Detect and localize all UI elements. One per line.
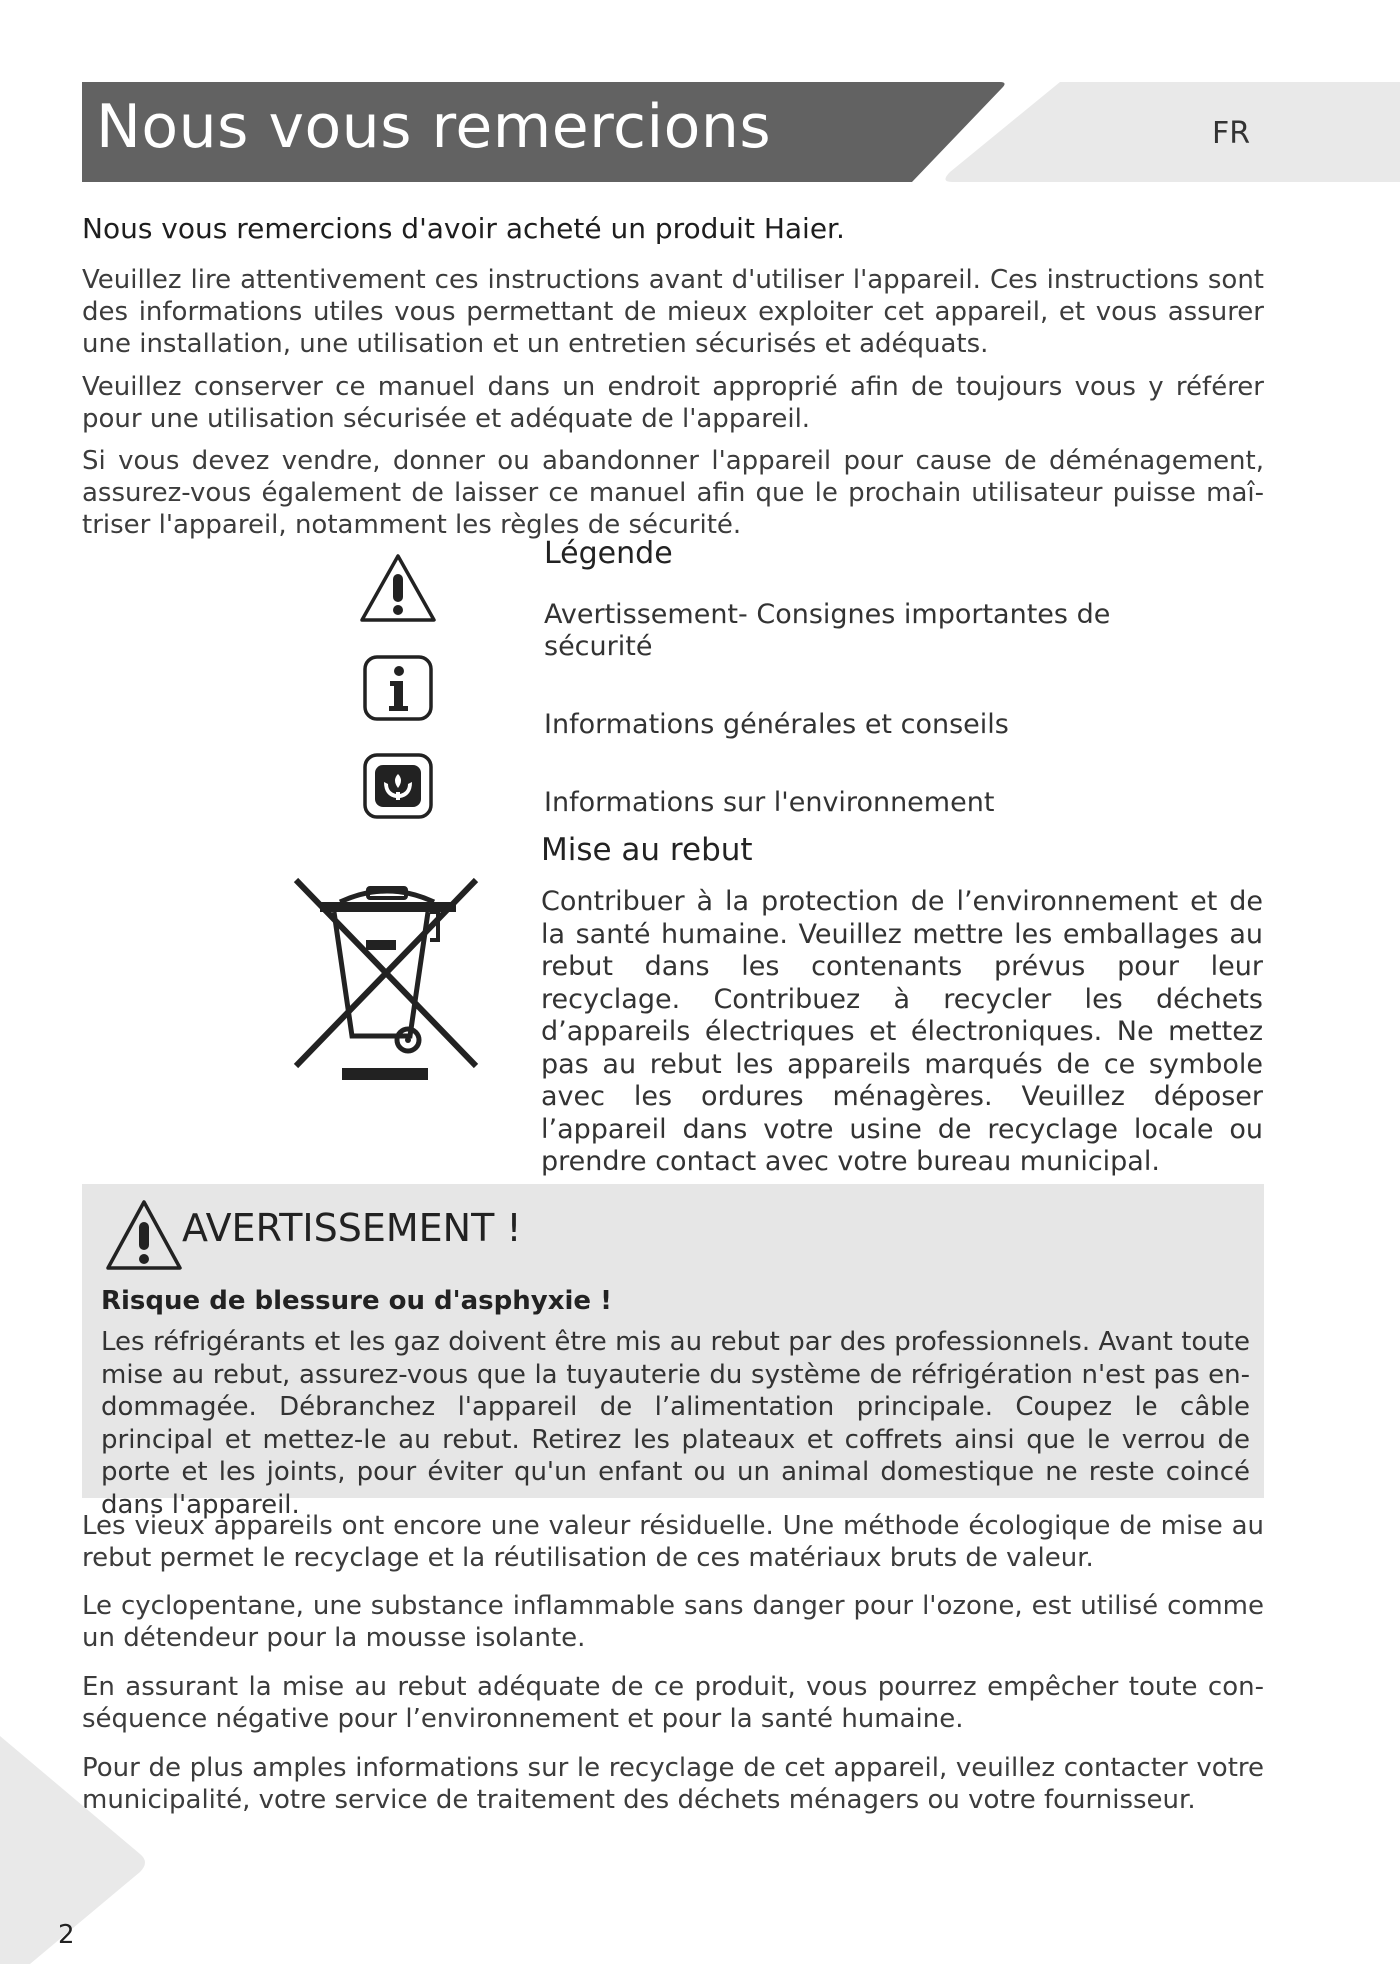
intro-subtitle: Nous vous remercions d'avoir acheté un produit Haier. bbox=[82, 212, 845, 245]
info-icon bbox=[362, 654, 434, 722]
warning-body: Les réfrigérants et les gaz doivent être mis au rebut par des professionnels. Avant toute mise au rebut, assurez-vous que la tuyauterie du système de réfrigération n'est pas endommagée. Débranchez l'appareil de l’alimentation principale. Coupez le câble principal et mettez-le au rebut. Retirez les plateaux et coffrets ainsi que le verrou de porte et les joints, pour éviter qu'un enfant ou un animal domestique ne reste coincé dans l'appareil. bbox=[101, 1327, 1250, 1520]
legend-heading: Légende bbox=[544, 536, 673, 571]
closing-paragraph-2: Le cyclopentane, une substance inflammable sans danger pour l'ozone, est utilisé comme un détendeur pour la mousse isolante. bbox=[82, 1591, 1264, 1653]
legend-info-text: Informations générales et conseils bbox=[544, 709, 1009, 740]
language-tab bbox=[940, 82, 1400, 182]
closing-paragraph-4: Pour de plus amples informations sur le recyclage de cet appareil, veuillez contacter votre municipalité, votre service de traitement des déchets ménagers ou votre fournisseur. bbox=[82, 1753, 1264, 1815]
disposal-heading: Mise au rebut bbox=[541, 832, 753, 868]
intro-paragraph-3: Si vous devez vendre, donner ou abandonner l'appareil pour cause de déménagement, assurez-vous également de laisser ce manuel afin que le prochain utilisateur puisse maîtriser l'appareil, notamment les règles de sécurité. bbox=[82, 446, 1264, 540]
legend-environment-text: Informations sur l'environnement bbox=[544, 787, 995, 818]
intro-paragraph-1: Veuillez lire attentivement ces instructions avant d'utiliser l'appareil. Ces instructions sont des informations utiles vous permettant de mieux exploiter cet appareil, et vous assurer une installation, une utilisation et un entretien sécurisés et adéquats. bbox=[82, 265, 1264, 359]
language-code: FR bbox=[1212, 116, 1251, 151]
page-corner-tab bbox=[0, 1736, 150, 1964]
warning-title: AVERTISSEMENT ! bbox=[182, 1206, 522, 1250]
page-title: Nous vous remercions bbox=[96, 92, 772, 162]
environment-icon bbox=[362, 752, 434, 820]
closing-paragraph-3: En assurant la mise au rebut adéquate de ce produit, vous pourrez empêcher toute conséquence négative pour l’environnement et pour la santé humaine. bbox=[82, 1672, 1264, 1734]
legend-warning-line-1: Avertissement- Consignes importantes de bbox=[544, 599, 1111, 630]
warning-triangle-icon bbox=[104, 1198, 184, 1274]
intro-paragraph-2: Veuillez conserver ce manuel dans un endroit approprié afin de toujours vous y référer pour une utilisation sécurisée et adéquate de l'appareil. bbox=[82, 372, 1264, 434]
crossed-bin-icon bbox=[290, 876, 480, 1084]
legend-warning-line-2: sécurité bbox=[544, 631, 653, 662]
page-number: 2 bbox=[58, 1920, 75, 1950]
disposal-body: Contribuer à la protection de l’environnement et de la santé humaine. Veuillez mettre les emballages au rebut dans les contenants prévus pour leur recyclage. Contribuez à recycler les déchets d’appareils électriques et électroniques. Ne mettez pas au rebut les appareils marqués de ce symbole avec les ordures ménagères. Veuillez déposer l’appareil dans votre usine de recyclage locale ou prendre contact avec votre bureau municipal. bbox=[541, 886, 1263, 1177]
warning-triangle-icon bbox=[358, 552, 438, 624]
closing-paragraph-1: Les vieux appareils ont encore une valeur résiduelle. Une méthode écologique de mise au rebut permet le recyclage et la réutilisation de ces matériaux bruts de valeur. bbox=[82, 1511, 1264, 1573]
warning-subtitle: Risque de blessure ou d'asphyxie ! bbox=[101, 1286, 612, 1316]
